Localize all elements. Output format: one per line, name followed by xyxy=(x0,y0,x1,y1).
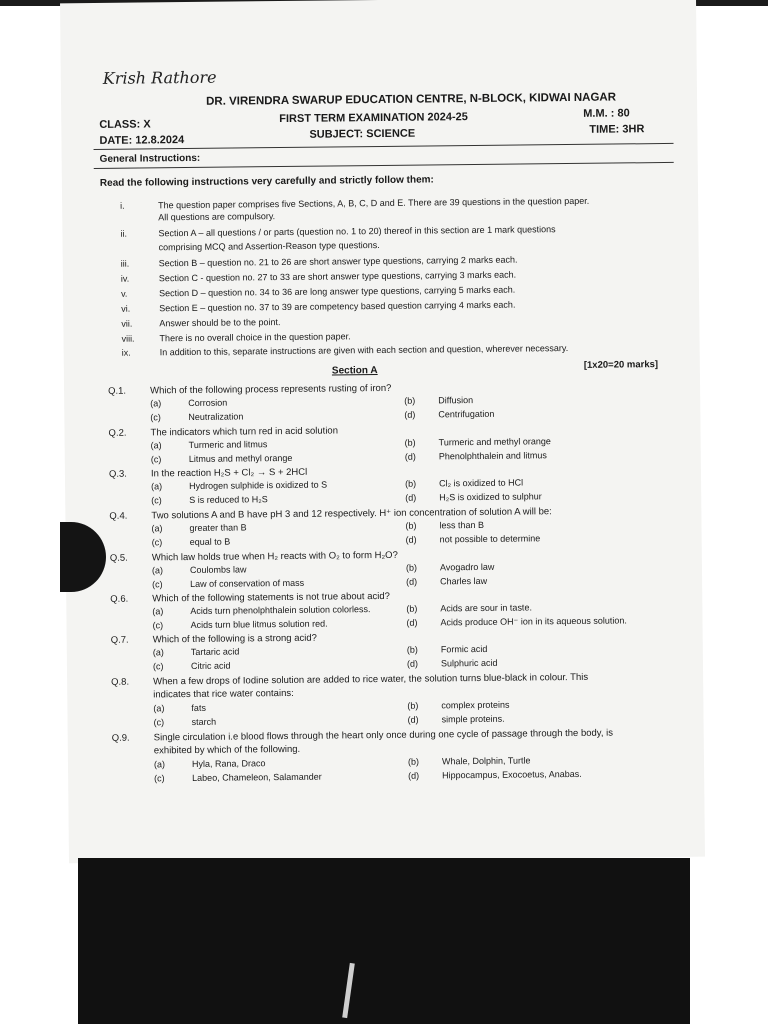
option-text: Avogadro law xyxy=(439,561,495,573)
option-label: (b) xyxy=(407,700,419,711)
question-number: Q.5. xyxy=(109,552,128,564)
option-label: (a) xyxy=(150,440,162,451)
option-label: (b) xyxy=(405,478,417,489)
option-label: (c) xyxy=(151,495,162,506)
option-text: Corrosion xyxy=(188,397,228,409)
option-label: (b) xyxy=(406,603,418,614)
instruction-number: ii. xyxy=(120,228,127,239)
option-text: Acids turn phenolphthalein solution colorless. xyxy=(190,604,371,616)
option-text: Sulphuric acid xyxy=(440,657,498,669)
question-text: Two solutions A and B have pH 3 and 12 respectively. H⁺ ion concentration of solution A will be: xyxy=(151,506,552,522)
question-number: Q.6. xyxy=(110,593,129,605)
instruction-number: vi. xyxy=(121,303,131,314)
option-label: (d) xyxy=(406,617,418,628)
instruction-number: iii. xyxy=(120,258,130,269)
option-label: (d) xyxy=(408,770,420,781)
option-label: (a) xyxy=(151,523,163,534)
option-label: (a) xyxy=(153,703,165,714)
question-text: Which of the following is a strong acid? xyxy=(152,632,317,646)
option-text: Hyla, Rana, Draco xyxy=(191,758,266,769)
option-label: (b) xyxy=(404,395,416,406)
option-text: Coulombs law xyxy=(189,564,247,576)
option-text: S is reduced to H₂S xyxy=(189,494,268,506)
option-text: Charles law xyxy=(440,575,488,587)
instruction-text: Section A – all questions / or parts (question no. 1 to 20) thereof in this section are 1 mark questions xyxy=(158,224,556,239)
option-text: Hydrogen sulphide is oxidized to S xyxy=(189,479,328,492)
option-text: complex proteins xyxy=(441,699,510,711)
exam-paper xyxy=(60,0,705,863)
question-text: Single circulation i.e blood flows through the heart only once during one cycle of passage through the body, is xyxy=(153,727,614,744)
option-label: (c) xyxy=(151,537,163,548)
option-text: Law of conservation of mass xyxy=(190,577,305,589)
option-label: (d) xyxy=(407,714,419,725)
option-label: (c) xyxy=(152,661,164,672)
option-label: (b) xyxy=(404,437,416,448)
option-label: (c) xyxy=(153,717,165,728)
option-text: H₂S is oxidized to sulphur xyxy=(439,491,542,503)
max-marks: M.M. : 80 xyxy=(583,107,630,120)
section-a-title: Section A xyxy=(331,365,378,377)
dark-background xyxy=(78,858,690,1024)
instruction-text: Answer should be to the point. xyxy=(159,317,281,329)
time-label: TIME: 3HR xyxy=(589,123,645,136)
instruction-number: vii. xyxy=(121,318,133,329)
light-streak xyxy=(342,963,355,1018)
option-text: equal to B xyxy=(189,536,231,548)
option-label: (d) xyxy=(405,492,417,503)
option-label: (a) xyxy=(152,606,164,617)
option-text: Turmeric and methyl orange xyxy=(438,436,551,448)
option-text: Acids turn blue litmus solution red. xyxy=(190,618,328,630)
option-label: (a) xyxy=(153,759,166,770)
option-label: (b) xyxy=(405,562,417,573)
option-label: (c) xyxy=(152,579,163,590)
question-number: Q.1. xyxy=(108,385,127,397)
instruction-text: In addition to this, separate instructions are given with each section and question, wherever necessary. xyxy=(159,343,569,358)
school-name: DR. VIRENDRA SWARUP EDUCATION CENTRE, N-BLOCK, KIDWAI NAGAR xyxy=(206,91,617,108)
instruction-number: ix. xyxy=(121,347,131,358)
option-label: (c) xyxy=(152,620,164,631)
question-text: The indicators which turn red in acid solution xyxy=(150,425,339,439)
option-label: (d) xyxy=(404,409,416,420)
instruction-text: Section B – question no. 21 to 26 are short answer type questions, carrying 2 marks each. xyxy=(158,254,518,269)
question-number: Q.3. xyxy=(108,468,127,480)
class-label: CLASS: X xyxy=(99,118,151,131)
instruction-number: viii. xyxy=(121,333,135,344)
general-instructions-heading: General Instructions: xyxy=(99,152,201,165)
instruction-text: The question paper comprises five Sections, A, B, C, D and E. There are 39 questions in the question paper. xyxy=(158,195,590,211)
option-text: Centrifugation xyxy=(438,408,495,420)
option-label: (d) xyxy=(406,658,419,669)
option-text: Acids are sour in taste. xyxy=(440,602,532,614)
option-text: Litmus and methyl orange xyxy=(188,452,293,465)
instruction-text: There is no overall choice in the question paper. xyxy=(159,331,351,344)
option-label: (d) xyxy=(406,576,418,587)
option-text: Whale, Dolphin, Turtle xyxy=(441,755,531,767)
read-instructions-line: Read the following instructions very carefully and strictly follow them: xyxy=(99,174,434,189)
option-text: fats xyxy=(191,702,206,713)
instruction-text: Section C - question no. 27 to 33 are short answer type questions, carrying 3 marks each. xyxy=(158,269,517,284)
question-number: Q.2. xyxy=(108,427,127,439)
option-text: starch xyxy=(191,716,217,727)
option-label: (d) xyxy=(404,451,416,462)
instruction-number: i. xyxy=(120,200,125,211)
question-text-cont: exhibited by which of the following. xyxy=(153,743,301,757)
option-text: Acids produce OH⁻ ion in its aqueous solution. xyxy=(440,615,627,628)
subject-label: SUBJECT: SCIENCE xyxy=(309,127,416,141)
option-text: Diffusion xyxy=(438,395,474,406)
section-a-marks: [1x20=20 marks] xyxy=(583,359,659,371)
question-number: Q.7. xyxy=(110,634,129,646)
question-text: Which of the following statements is not true about acid? xyxy=(152,590,390,605)
option-text: Neutralization xyxy=(188,411,244,423)
option-text: Phenolphthalein and litmus xyxy=(438,450,547,462)
option-text: Tartaric acid xyxy=(190,646,240,657)
option-text: less than B xyxy=(439,519,485,531)
option-label: (c) xyxy=(150,412,161,423)
question-number: Q.4. xyxy=(109,510,128,522)
question-text: In the reaction H₂S + Cl₂ → S + 2HCl xyxy=(150,466,308,480)
option-text: Turmeric and litmus xyxy=(188,439,268,451)
handwritten-signature: Krish Rathore xyxy=(102,67,217,88)
option-text: Cl₂ is oxidized to HCl xyxy=(439,477,524,489)
question-text: When a few drops of Iodine solution are added to rice water, the solution turns blue-black in colour. This xyxy=(153,671,589,688)
option-text: not possible to determine xyxy=(439,533,541,545)
question-text: Which law holds true when H₂ reacts with O₂ to form H₂O? xyxy=(151,549,398,564)
instruction-number: v. xyxy=(121,288,128,299)
instruction-text: Section D – question no. 34 to 36 are long answer type questions, carrying 5 marks each. xyxy=(159,284,516,299)
option-label: (b) xyxy=(407,756,420,767)
instruction-text-cont: comprising MCQ and Assertion-Reason type questions. xyxy=(158,239,380,253)
option-text: Labeo, Chameleon, Salamander xyxy=(192,771,322,783)
question-text: Which of the following process represents rusting of iron? xyxy=(150,382,392,397)
option-text: Hippocampus, Exocoetus, Anabas. xyxy=(442,768,582,781)
option-text: Citric acid xyxy=(190,660,231,671)
option-label: (a) xyxy=(152,647,164,658)
instruction-text: Section E – question no. 37 to 39 are competency based question carrying 4 marks each. xyxy=(159,299,516,314)
option-label: (b) xyxy=(406,644,418,655)
option-label: (c) xyxy=(154,773,165,784)
option-label: (d) xyxy=(405,534,417,545)
exam-date: DATE: 12.8.2024 xyxy=(99,134,185,147)
question-text-cont: indicates that rice water contains: xyxy=(153,687,294,701)
option-text: simple proteins. xyxy=(441,713,505,725)
option-label: (c) xyxy=(150,454,162,465)
option-label: (a) xyxy=(151,481,163,492)
instruction-number: iv. xyxy=(120,273,130,284)
instruction-text-cont: All questions are compulsory. xyxy=(158,211,276,223)
option-label: (b) xyxy=(405,520,417,531)
option-text: Formic acid xyxy=(440,643,488,655)
exam-title: FIRST TERM EXAMINATION 2024-25 xyxy=(279,111,468,126)
option-label: (a) xyxy=(151,565,164,576)
question-number: Q.8. xyxy=(111,676,130,688)
option-text: greater than B xyxy=(189,522,247,534)
option-label: (a) xyxy=(150,398,162,409)
question-number: Q.9. xyxy=(111,732,130,744)
